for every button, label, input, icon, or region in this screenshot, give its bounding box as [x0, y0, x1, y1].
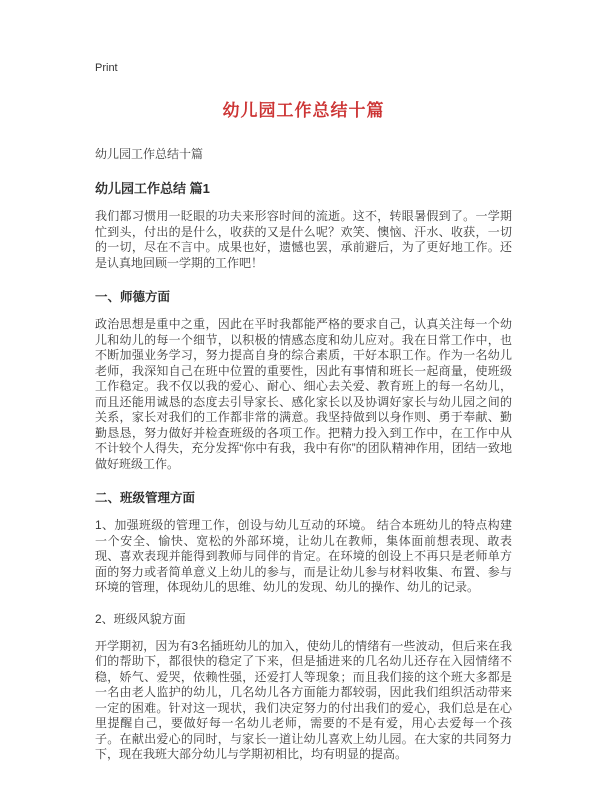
document-title: 幼儿园工作总结十篇 [222, 101, 385, 120]
heading-teacher-morality: 一、师德方面 [95, 290, 171, 304]
document-subtitle: 幼儿园工作总结十篇 [95, 147, 204, 161]
paragraph-teacher-morality: 政治思想是重中之重，因此在平时我都能严格的要求自己，认真关注每一个幼儿和幼儿的每一个细节，以积极的情感态度和幼儿应对。我在日常工作中，也不断加强业务学习，努力提高自身的综合素质，干好本职工作。作为一名幼儿老师，我深知自己在班中位置的重要性，因此有事情和班长一起商量，使班级工作稳定。我不仅以我的爱心、耐心、细心去关爱、教育班上的每一名幼儿，而且还能用诚恳的态度去引导家长、感化家长以及协调好家长与幼儿园之间的关系，家长对我们的工作都非常的满意。我坚持做到以身作则、勇于奉献、勤勤恳恳，努力做好并检查班级的各项工作。把精力投入到工作中，在工作中从不计较个人得失，充分发挥“你中有我，我中有你”的团队精神作用，团结一致地做好班级工作。 [95, 317, 512, 471]
paragraph-class-spirit: 开学期初，因为有3名插班幼儿的加入，使幼儿的情绪有一些波动，但后来在我们的帮助下，都很快的稳定了下来，但是插进来的几名幼儿还存在入园情绪不稳，娇气、爱哭，依赖性强，还爱打人等现象；而且我们接的这个班大多都是一名由老人监护的幼儿，几名幼儿各方面能力都较弱，因此我们组织活动带来一定的困难。针对这一现状，我们决定努力的付出我们的爱心，我们总是在心里提醒自己，要做好每一名幼儿老师，需要的不是有爱，用心去爱每一个孩子。在献出爱心的同时，与家长一道让幼儿喜欢上幼儿园。在大家的共同努力下，现在我班大部分幼儿与学期初相比，均有明显的提高。 [95, 638, 512, 761]
print-button[interactable]: Print [95, 62, 118, 74]
paragraph-class-management: 1、加强班级的管理工作，创设与幼儿互动的环境。 结合本班幼儿的特点构建一个安全、愉快、宽松的外部环境，让幼儿在教师，集体面前想表现、敢表现、喜欢表现并能得到教师与同伴的肯定。在环境的创设上不再只是老师单方面的努力或者简单意义上幼儿的参与，而是让幼儿参与材料收集、布置、参与环境的管理，体现幼儿的思维、幼儿的发现、幼儿的操作、幼儿的记录。 [95, 518, 512, 594]
subheading-class-spirit: 2、班级风貌方面 [95, 611, 186, 626]
part1-heading: 幼儿园工作总结 篇1 [95, 181, 210, 196]
heading-class-management: 二、班级管理方面 [95, 491, 196, 505]
paragraph-intro: 我们都习惯用一眨眼的功夫来形容时间的流逝。这不，转眼暑假到了。一学期忙到头，付出的是什么，收获的又是什么呢？欢笑、懊恼、汗水、收获，一切的一切，尽在不言中。成果也好，遗憾也罢，承前避后，为了更好地工作。还是认真地回顾一学期的工作吧！ [95, 209, 512, 270]
